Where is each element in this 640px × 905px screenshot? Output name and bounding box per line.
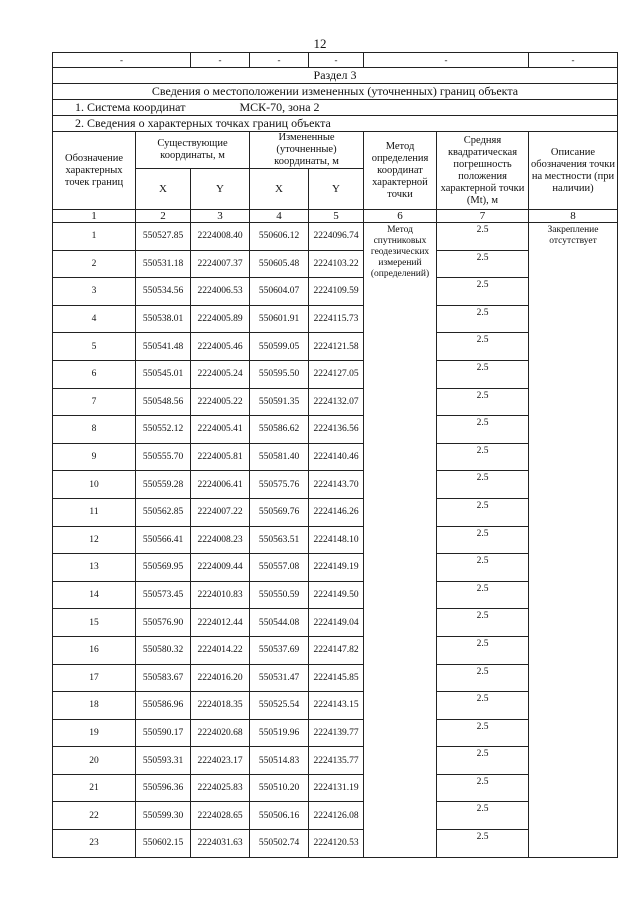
coord-system-label: 1. Система координат	[75, 100, 186, 114]
existing-y-cell: 2224018.35	[191, 692, 250, 720]
existing-y-cell: 2224006.41	[191, 471, 250, 499]
changed-y-cell: 2224149.50	[309, 581, 364, 609]
point-number-cell: 7	[53, 388, 136, 416]
column-number: 2	[136, 210, 191, 223]
existing-y-cell: 2224028.65	[191, 802, 250, 830]
header-y-existing: Y	[191, 169, 250, 210]
existing-x-cell: 550599.30	[136, 802, 191, 830]
accuracy-cell: 2.5	[437, 526, 529, 554]
existing-x-cell: 550552.12	[136, 416, 191, 444]
point-number-cell: 8	[53, 416, 136, 444]
point-number-cell: 21	[53, 774, 136, 802]
accuracy-cell: 2.5	[437, 774, 529, 802]
info-title: Сведения о местоположении измененных (уточненных) границ объекта	[53, 84, 618, 100]
header-x-existing: X	[136, 169, 191, 210]
existing-x-cell: 550559.28	[136, 471, 191, 499]
column-number: 7	[437, 210, 529, 223]
changed-x-cell: 550606.12	[250, 223, 309, 251]
changed-y-cell: 2224139.77	[309, 719, 364, 747]
accuracy-cell: 2.5	[437, 581, 529, 609]
existing-y-cell: 2224007.37	[191, 250, 250, 278]
changed-x-cell: 550550.59	[250, 581, 309, 609]
existing-y-cell: 2224031.63	[191, 830, 250, 858]
point-number-cell: 12	[53, 526, 136, 554]
column-numbers-row	[53, 210, 618, 223]
existing-x-cell: 550538.01	[136, 305, 191, 333]
dash-cell: -	[364, 53, 529, 68]
changed-x-cell: 550557.08	[250, 554, 309, 582]
point-number-cell: 1	[53, 223, 136, 251]
existing-y-cell: 2224012.44	[191, 609, 250, 637]
existing-y-cell: 2224025.83	[191, 774, 250, 802]
dash-row	[53, 53, 618, 68]
points-label: 2. Сведения о характерных точках границ объекта	[53, 116, 618, 132]
header-existing: Существующие координаты, м	[136, 132, 250, 169]
changed-x-cell: 550605.48	[250, 250, 309, 278]
changed-x-cell: 550581.40	[250, 443, 309, 471]
column-number: 8	[529, 210, 618, 223]
accuracy-cell: 2.5	[437, 333, 529, 361]
existing-y-cell: 2224005.22	[191, 388, 250, 416]
accuracy-cell: 2.5	[437, 223, 529, 251]
changed-x-cell: 550510.20	[250, 774, 309, 802]
section-title: Раздел 3	[53, 68, 618, 84]
existing-x-cell: 550583.67	[136, 664, 191, 692]
header-designation: Обозначение характерных точек границ	[53, 132, 136, 210]
column-number: 3	[191, 210, 250, 223]
changed-x-cell: 550525.54	[250, 692, 309, 720]
existing-x-cell: 550566.41	[136, 526, 191, 554]
changed-y-cell: 2224127.05	[309, 360, 364, 388]
changed-y-cell: 2224126.08	[309, 802, 364, 830]
column-number: 6	[364, 210, 437, 223]
header-changed: Измененные (уточненные) координаты, м	[250, 132, 364, 169]
point-number-cell: 15	[53, 609, 136, 637]
accuracy-cell: 2.5	[437, 388, 529, 416]
method-cell: Метод спутниковых геодезических измерений (определений)	[364, 223, 437, 858]
accuracy-cell: 2.5	[437, 692, 529, 720]
changed-y-cell: 2224147.82	[309, 636, 364, 664]
column-number: 5	[309, 210, 364, 223]
changed-y-cell: 2224103.22	[309, 250, 364, 278]
existing-y-cell: 2224008.40	[191, 223, 250, 251]
existing-x-cell: 550531.18	[136, 250, 191, 278]
point-number-cell: 23	[53, 830, 136, 858]
changed-y-cell: 2224145.85	[309, 664, 364, 692]
point-number-cell: 14	[53, 581, 136, 609]
point-number-cell: 5	[53, 333, 136, 361]
changed-x-cell: 550601.91	[250, 305, 309, 333]
changed-x-cell: 550514.83	[250, 747, 309, 775]
existing-y-cell: 2224005.24	[191, 360, 250, 388]
changed-y-cell: 2224096.74	[309, 223, 364, 251]
existing-y-cell: 2224005.81	[191, 443, 250, 471]
point-number-cell: 19	[53, 719, 136, 747]
existing-y-cell: 2224016.20	[191, 664, 250, 692]
dash-cell: -	[191, 53, 250, 68]
accuracy-cell: 2.5	[437, 250, 529, 278]
existing-x-cell: 550534.56	[136, 278, 191, 306]
existing-y-cell: 2224008.23	[191, 526, 250, 554]
changed-y-cell: 2224132.07	[309, 388, 364, 416]
changed-x-cell: 550563.51	[250, 526, 309, 554]
changed-y-cell: 2224136.56	[309, 416, 364, 444]
changed-x-cell: 550502.74	[250, 830, 309, 858]
existing-y-cell: 2224006.53	[191, 278, 250, 306]
accuracy-cell: 2.5	[437, 554, 529, 582]
header-description: Описание обозначения точки на местности (при наличии)	[529, 132, 618, 210]
existing-y-cell: 2224007.22	[191, 498, 250, 526]
point-number-cell: 6	[53, 360, 136, 388]
changed-y-cell: 2224135.77	[309, 747, 364, 775]
existing-x-cell: 550590.17	[136, 719, 191, 747]
existing-x-cell: 550573.45	[136, 581, 191, 609]
existing-x-cell: 550548.56	[136, 388, 191, 416]
accuracy-cell: 2.5	[437, 471, 529, 499]
changed-y-cell: 2224146.26	[309, 498, 364, 526]
existing-y-cell: 2224005.41	[191, 416, 250, 444]
existing-y-cell: 2224005.46	[191, 333, 250, 361]
column-number: 1	[53, 210, 136, 223]
existing-y-cell: 2224009.44	[191, 554, 250, 582]
header-y-changed: Y	[309, 169, 364, 210]
changed-y-cell: 2224143.15	[309, 692, 364, 720]
accuracy-cell: 2.5	[437, 305, 529, 333]
existing-x-cell: 550580.32	[136, 636, 191, 664]
changed-x-cell: 550595.50	[250, 360, 309, 388]
existing-x-cell: 550555.70	[136, 443, 191, 471]
existing-y-cell: 2224014.22	[191, 636, 250, 664]
page-number: 12	[313, 36, 327, 51]
header-x-changed: X	[250, 169, 309, 210]
existing-x-cell: 550562.85	[136, 498, 191, 526]
table-row	[53, 223, 618, 251]
header-accuracy: Средняя квадратическая погрешность положения характерной точки (Mt), м	[437, 132, 529, 210]
changed-x-cell: 550544.08	[250, 609, 309, 637]
existing-x-cell: 550586.96	[136, 692, 191, 720]
existing-x-cell: 550541.48	[136, 333, 191, 361]
accuracy-cell: 2.5	[437, 416, 529, 444]
point-number-cell: 4	[53, 305, 136, 333]
accuracy-cell: 2.5	[437, 664, 529, 692]
point-number-cell: 13	[53, 554, 136, 582]
changed-x-cell: 550591.35	[250, 388, 309, 416]
column-number: 4	[250, 210, 309, 223]
point-number-cell: 17	[53, 664, 136, 692]
changed-y-cell: 2224149.19	[309, 554, 364, 582]
point-number-cell: 18	[53, 692, 136, 720]
dash-cell: -	[529, 53, 618, 68]
changed-y-cell: 2224131.19	[309, 774, 364, 802]
changed-x-cell: 550569.76	[250, 498, 309, 526]
existing-x-cell: 550569.95	[136, 554, 191, 582]
coord-system-line	[53, 100, 618, 116]
accuracy-cell: 2.5	[437, 636, 529, 664]
existing-x-cell: 550545.01	[136, 360, 191, 388]
changed-x-cell: 550519.96	[250, 719, 309, 747]
existing-x-cell: 550593.31	[136, 747, 191, 775]
changed-x-cell: 550586.62	[250, 416, 309, 444]
changed-y-cell: 2224120.53	[309, 830, 364, 858]
changed-y-cell: 2224140.46	[309, 443, 364, 471]
accuracy-cell: 2.5	[437, 830, 529, 858]
existing-x-cell: 550576.90	[136, 609, 191, 637]
accuracy-cell: 2.5	[437, 498, 529, 526]
header-method: Метод определения координат характерной точки	[364, 132, 437, 210]
point-number-cell: 16	[53, 636, 136, 664]
changed-y-cell: 2224148.10	[309, 526, 364, 554]
accuracy-cell: 2.5	[437, 609, 529, 637]
changed-x-cell: 550531.47	[250, 664, 309, 692]
changed-x-cell: 550604.07	[250, 278, 309, 306]
existing-x-cell: 550527.85	[136, 223, 191, 251]
changed-x-cell: 550506.16	[250, 802, 309, 830]
accuracy-cell: 2.5	[437, 802, 529, 830]
changed-y-cell: 2224149.04	[309, 609, 364, 637]
changed-x-cell: 550575.76	[250, 471, 309, 499]
description-cell: Закрепление отсутствует	[529, 223, 618, 858]
changed-x-cell: 550537.69	[250, 636, 309, 664]
point-number-cell: 22	[53, 802, 136, 830]
accuracy-cell: 2.5	[437, 443, 529, 471]
accuracy-cell: 2.5	[437, 278, 529, 306]
existing-y-cell: 2224005.89	[191, 305, 250, 333]
existing-y-cell: 2224023.17	[191, 747, 250, 775]
boundary-points-table	[52, 52, 618, 858]
existing-x-cell: 550602.15	[136, 830, 191, 858]
existing-y-cell: 2224020.68	[191, 719, 250, 747]
changed-y-cell: 2224143.70	[309, 471, 364, 499]
accuracy-cell: 2.5	[437, 719, 529, 747]
dash-cell: -	[309, 53, 364, 68]
point-number-cell: 9	[53, 443, 136, 471]
point-number-cell: 2	[53, 250, 136, 278]
existing-y-cell: 2224010.83	[191, 581, 250, 609]
accuracy-cell: 2.5	[437, 747, 529, 775]
point-number-cell: 20	[53, 747, 136, 775]
accuracy-cell: 2.5	[437, 360, 529, 388]
changed-y-cell: 2224115.73	[309, 305, 364, 333]
coord-system-value: МСК-70, зона 2	[239, 100, 320, 114]
point-number-cell: 3	[53, 278, 136, 306]
point-number-cell: 10	[53, 471, 136, 499]
changed-x-cell: 550599.05	[250, 333, 309, 361]
point-number-cell: 11	[53, 498, 136, 526]
dash-cell: -	[250, 53, 309, 68]
changed-y-cell: 2224109.59	[309, 278, 364, 306]
existing-x-cell: 550596.36	[136, 774, 191, 802]
dash-cell: -	[53, 53, 191, 68]
changed-y-cell: 2224121.58	[309, 333, 364, 361]
